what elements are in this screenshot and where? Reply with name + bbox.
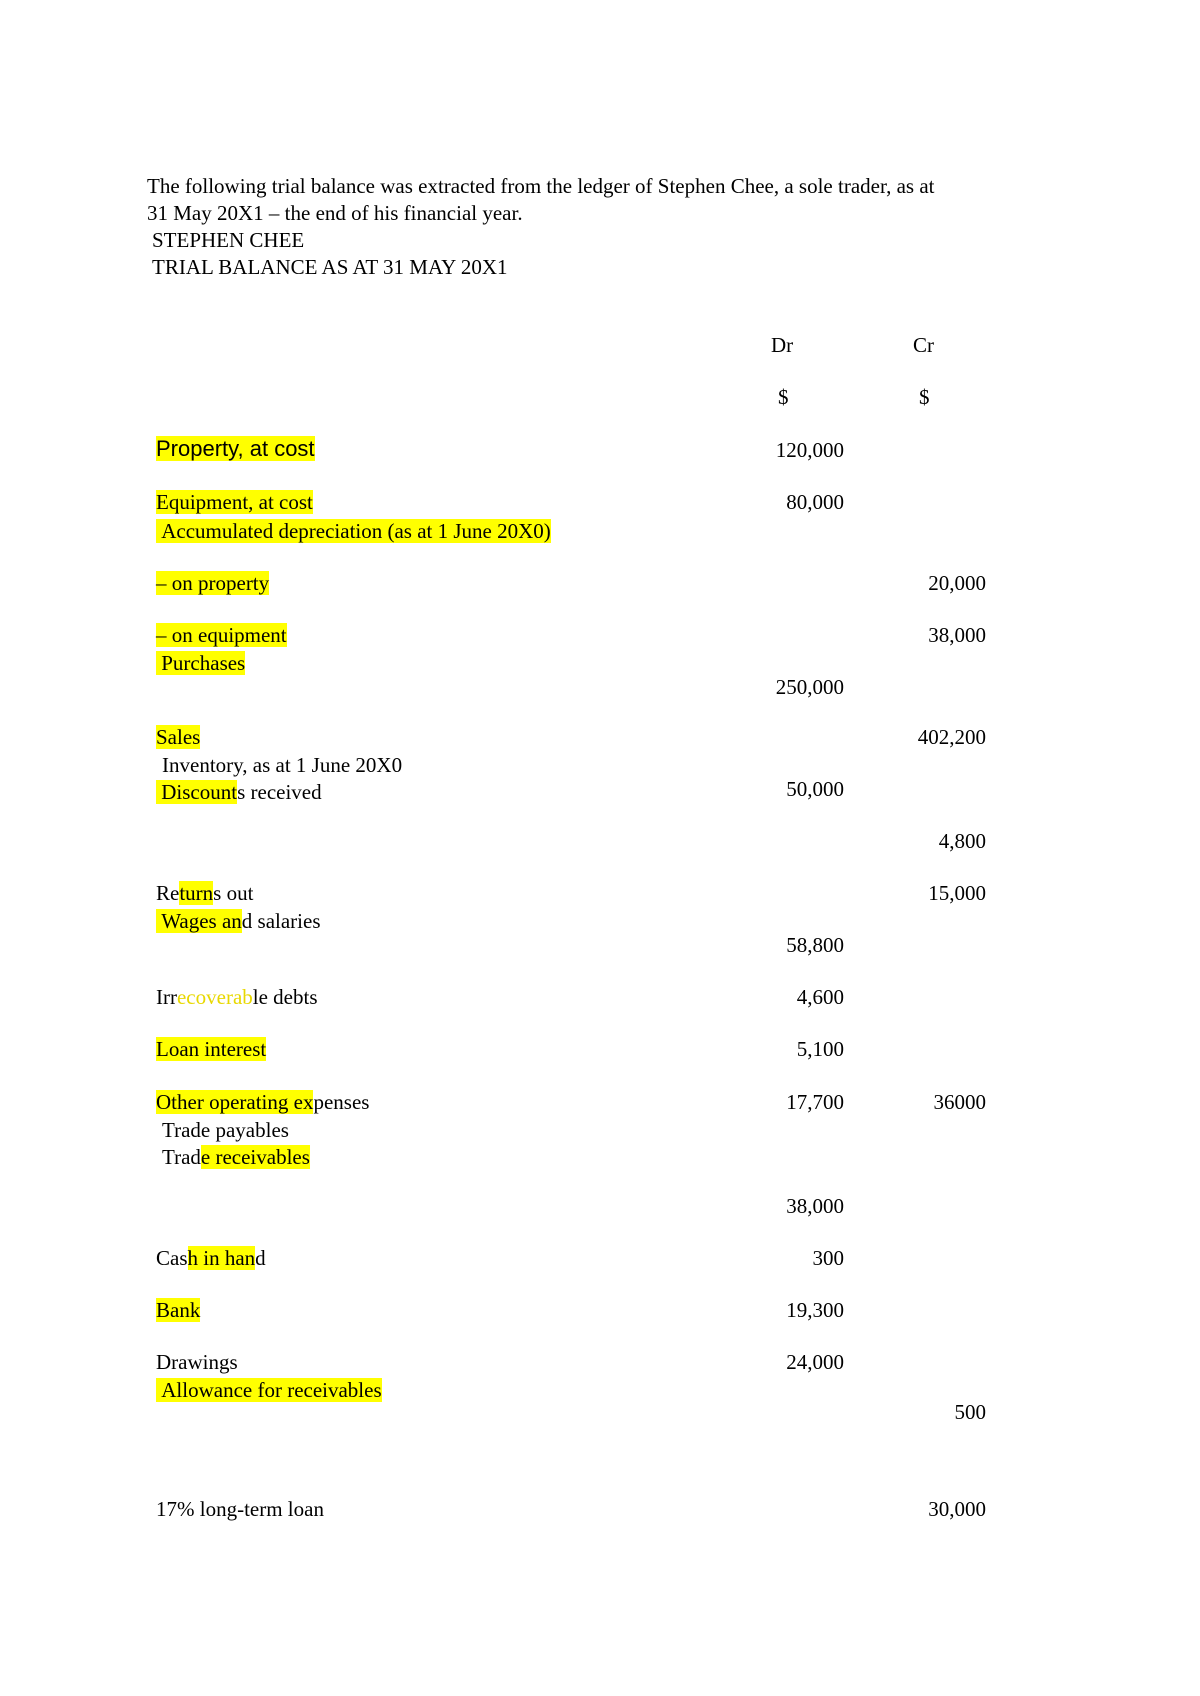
row-label-irrecoverable-debts	[156, 984, 318, 1010]
highlight	[156, 909, 242, 933]
row-label-other-operating-expenses	[156, 1089, 369, 1115]
intro-line-2: 31 May 20X1 – the end of his financial year.	[147, 201, 523, 225]
amount-cash-dr: 300	[812, 1246, 844, 1270]
amount-loan-interest-dr: 5,100	[796, 1037, 844, 1061]
row-label-sales	[156, 724, 200, 750]
trade-rec-text-1: Trad	[162, 1145, 201, 1169]
amount-returns-cr: 15,000	[928, 881, 986, 905]
row-label-discounts-received	[156, 779, 322, 805]
highlight: Other operating ex	[156, 1090, 314, 1114]
amount-trade-receivables-dr: 38,000	[786, 1194, 844, 1218]
irrec-text-1: Irr	[156, 985, 177, 1009]
highlight: Equipment, at cost	[156, 490, 313, 514]
row-label-equipment	[156, 489, 313, 515]
row-label-on-property	[156, 570, 269, 596]
cr-column-header: Cr	[913, 333, 934, 357]
highlight	[156, 651, 245, 675]
row-label-cash-in-hand	[156, 1245, 266, 1271]
highlight: turn	[179, 881, 214, 905]
dr-column-header: Dr	[771, 333, 794, 357]
discounts-text: Discount	[161, 780, 238, 804]
amount-bank-dr: 19,300	[786, 1298, 844, 1322]
row-label-on-equipment	[156, 622, 287, 648]
amount-purchases-dr: 250,000	[775, 675, 844, 699]
amount-equipment-dr: 80,000	[786, 490, 844, 514]
highlight	[156, 519, 551, 543]
row-label-accumulated-depreciation	[156, 518, 551, 544]
irrec-text-4: e debts	[258, 985, 318, 1009]
irrec-text-3: l	[252, 985, 259, 1009]
trial-balance-title: TRIAL BALANCE AS AT 31 MAY 20X1	[152, 255, 508, 279]
highlight: Bank	[156, 1298, 201, 1322]
returns-text-1: Re	[156, 881, 180, 905]
row-label-trade-receivables	[162, 1144, 310, 1170]
intro-line-1: The following trial balance was extracted from the ledger of Stephen Chee, a sole trader, as at	[147, 174, 935, 198]
row-label-loan-interest	[156, 1036, 266, 1062]
trader-name: STEPHEN CHEE	[152, 228, 305, 252]
amount-irrecoverable-dr: 4,600	[796, 985, 844, 1009]
amount-on-property-cr: 20,000	[928, 571, 986, 595]
irrec-text-faint: ecoverab	[176, 985, 253, 1009]
other-text-rest: penses	[313, 1090, 370, 1114]
cr-currency-unit: $	[919, 385, 930, 409]
dr-currency-unit: $	[778, 385, 789, 409]
highlight: Loan interest	[156, 1037, 267, 1061]
row-label-drawings: Drawings	[156, 1350, 238, 1374]
cash-text-3: d	[255, 1246, 266, 1270]
wages-text-rest: d salaries	[241, 909, 321, 933]
highlight: Sales	[156, 725, 201, 749]
highlight: e receivables	[200, 1145, 310, 1169]
amount-loan-cr: 30,000	[928, 1497, 986, 1521]
highlight: Property, at cost	[156, 436, 315, 461]
highlight: h in han	[187, 1246, 256, 1270]
cash-text-1: Cas	[156, 1246, 188, 1270]
allowance-text: Allowance for receivables	[161, 1378, 382, 1402]
row-label-allowance-for-receivables	[156, 1377, 382, 1403]
amount-allowance-cr: 500	[954, 1400, 986, 1424]
returns-text-3: s out	[213, 881, 254, 905]
amount-drawings-dr: 24,000	[786, 1350, 844, 1374]
row-label-purchases	[156, 650, 245, 676]
highlight	[156, 780, 237, 804]
accumulated-depreciation-text: Accumulated depreciation (as at 1 June 20X0)	[161, 519, 551, 543]
row-label-bank	[156, 1297, 200, 1323]
row-label-long-term-loan: 17% long-term loan	[156, 1497, 324, 1521]
amount-wages-dr: 58,800	[786, 933, 844, 957]
wages-text: Wages an	[161, 909, 242, 933]
amount-trade-payables-cr: 36000	[933, 1090, 986, 1114]
highlight: – on equipment	[156, 623, 287, 647]
row-label-trade-payables: Trade payables	[162, 1118, 289, 1142]
highlight	[156, 1378, 382, 1402]
row-label-wages	[156, 908, 321, 934]
row-label-property	[156, 436, 315, 462]
amount-inventory-dr: 50,000	[786, 777, 844, 801]
amount-sales-cr: 402,200	[917, 725, 986, 749]
highlight: – on property	[156, 571, 270, 595]
amount-on-equipment-cr: 38,000	[928, 623, 986, 647]
row-label-returns-out	[156, 880, 253, 906]
amount-property-dr: 120,000	[775, 438, 844, 462]
discounts-text-rest: s received	[237, 780, 322, 804]
amount-discounts-cr: 4,800	[938, 829, 986, 853]
purchases-text: Purchases	[161, 651, 246, 675]
row-label-inventory: Inventory, as at 1 June 20X0	[162, 753, 403, 777]
amount-other-dr: 17,700	[786, 1090, 844, 1114]
